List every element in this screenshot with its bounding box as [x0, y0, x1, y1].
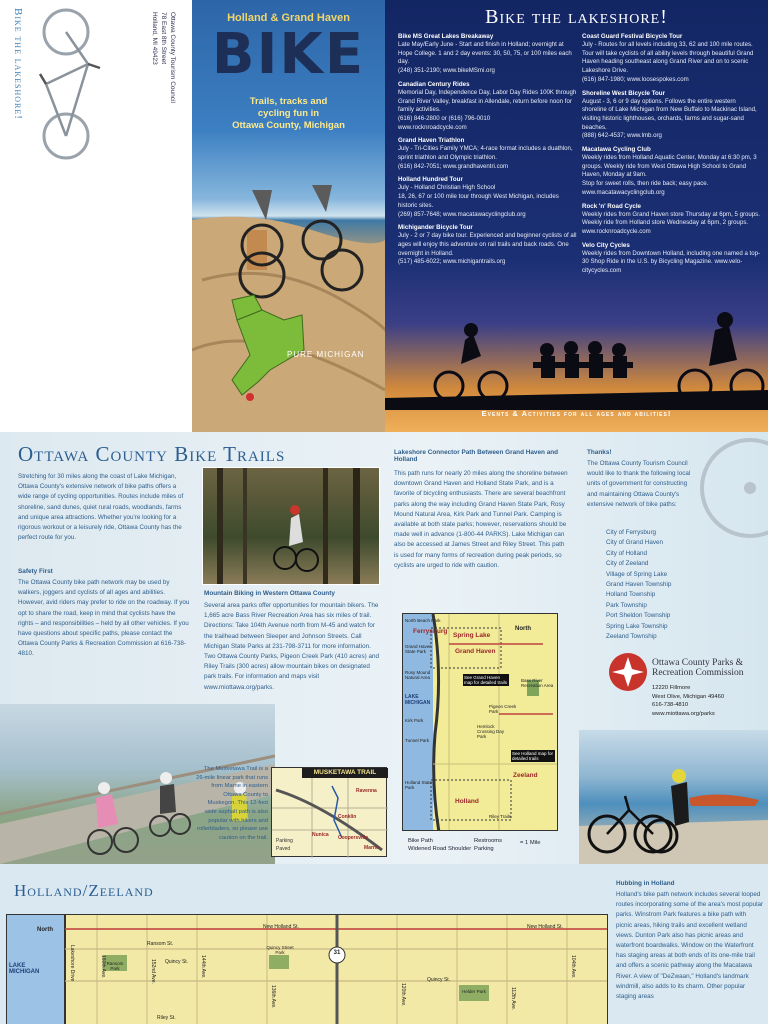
map-callout: See Grand Haven map for detailed trails: [464, 675, 508, 685]
map-north-arrow: North: [37, 927, 53, 933]
event-item: [582, 32, 762, 85]
trails-header: Ottawa County Bike Trails: [18, 442, 286, 466]
event-item: [582, 241, 762, 276]
map-road-label: 104th Ave.: [570, 955, 576, 979]
events-header: Bike the lakeshore!: [485, 6, 668, 28]
holland-zeeland-map: [6, 914, 608, 1024]
map-park-label: Quincy Street Park: [266, 945, 294, 955]
list-item: Zeeland Township: [606, 633, 657, 641]
map-legend-parking: Parking: [276, 838, 293, 844]
event-item: [582, 145, 762, 198]
event-item: [582, 202, 762, 237]
map-road-label: 112th Ave.: [510, 987, 516, 1011]
map-north-arrow: North: [515, 626, 531, 632]
event-body: Weekly rides from Holland Aquatic Center, Monday at 6:30 pm, 3 groups. Weekly ride from West Ottawa High School to Grand Haven, Monday at 9am. Stop for sweet rolls, then ride back; easy pace. www.macatawacyclingclub.org: [582, 154, 757, 196]
map-legend-paved: Paved: [276, 846, 291, 852]
parks-commission-logo: [607, 651, 649, 693]
bike-trails-panel: [0, 432, 768, 864]
hubbing-text: Holland's bike path network includes several looped routes incorporating some of the area's most popular parks. Winstrom Park features a bike path with picnic areas, hiking trails and excellent wetland views. Dunton Park also has picnic areas and waterfront boardwalks. Window on the Waterfront has staging areas at both ends of its one-mile trail and offers a scenic pathway along the Macatawa River. A view of "DeZwaan," Holland's landmark windmill, also adds to its charm. Other popular staging areas: [616, 891, 764, 1001]
map-town-label: Zeeland: [513, 772, 538, 779]
event-body: Weekly rides from Grand Haven store Thursday at 6pm, 5 groups. Weekly ride from Holland store Wednesday at 6pm, 2 groups. www.rocknroadcycle.com: [582, 210, 760, 235]
events-panel: [385, 0, 768, 432]
map-road-label: Riley St.: [157, 1015, 176, 1021]
map-place-label: Holland State Park: [405, 780, 433, 790]
map-lake-label: LAKE MICHIGAN: [405, 694, 431, 706]
highway-shield-icon: 31: [333, 950, 341, 956]
list-item: Holland Township: [606, 591, 656, 599]
map-road-label: Lakeshore Drive: [69, 945, 75, 982]
map-place-label: Tunnel Park: [405, 738, 430, 743]
event-body: July - Holland Christian High School 18, 26, 67 or 100 mile tour through West Michigan, includes historic sites. (269) 857-7648; www.macatawacyclingclub.org: [398, 184, 559, 218]
event-body: July - Routes for all levels including 33, 62 and 100 mile routes. Tour will take cyclists of all ability levels through beautiful Grand Haven heading southeast along Grand River and on to scenic Lakeshore Drive. (616) 847-1980; www.loosespokes.com: [582, 41, 754, 83]
map-place-label: Rosy Mound Natural Area: [405, 670, 431, 680]
map-place-label: Grand Haven State Park: [405, 644, 432, 654]
safety-heading: Safety First: [18, 568, 53, 575]
map-callout: See Holland map for detailed trails: [512, 751, 554, 761]
map-place-label: Hemlock Crossing Day Park: [477, 724, 505, 739]
cover-tagline: Trails, tracks and cycling fun in Ottawa County, Michigan: [232, 96, 345, 131]
map-road-label: Quincy St.: [165, 959, 189, 965]
mountain-biking-text: Several area parks offer opportunities for mountain bikers. The 1,665 acre Bass River Recreation Area has six miles of trail. Directions: Take 104th Avenue north from M-45 and watch for the trailhead between Sleeper and Johnson Streets. Call Michigan State Parks at 231-798-3711 for more information. Two Ottawa County Parks, Pigeon Creek Park (410 acres) and Riley Trails (300 acres) allow mountain bikes on designated park trails. For information and maps visit www.miottawa.org/parks.: [204, 602, 379, 691]
map-place-label: Kirk Park: [405, 718, 424, 723]
list-item: City of Grand Haven: [606, 539, 664, 547]
holland-header: Holland/Zeeland: [14, 881, 154, 900]
events-column-right: [582, 32, 762, 280]
legend-bike-path: Bike Path: [408, 838, 433, 844]
musketawa-map-title: MUSKETAWA TRAIL: [313, 769, 377, 776]
holland-zeeland-panel: [0, 864, 768, 1024]
map-road-label: New Holland St.: [527, 924, 563, 930]
event-body: August - 3, 6 or 9 day options. Follows the entire western shoreline of Lake Michigan from New Buffalo to Mackinac Island, visiting historic lighthouses, orchards, farms and sugar-sand beaches. (888) 642-4537; www.lmb.org: [582, 97, 757, 140]
event-body: Memorial Day, Independence Day, Labor Day Rides 100K through Grand River Valley, breakfast in Allendale, return before noon for family activities. (616) 846-2800 or (616) 796-0010 www.rocknroadcycle.com: [398, 88, 577, 131]
cyclists-silhouette-photo: [385, 290, 768, 410]
map-town-label: Grand Haven: [455, 648, 496, 655]
event-item: [398, 80, 578, 133]
lakeshore-connector-map: [402, 613, 558, 831]
list-item: Port Sheldon Township: [606, 612, 671, 620]
trails-intro: Stretching for 30 miles along the coast of Lake Michigan, Ottawa County's extensive network of bike paths offers a wide range of cycling opportunities. Routes include miles of shoreline, sand dunes, quiet rural roads, woodlands, farms and unique area attractions. Whether you're looking for a rigorous workout or a leisurely ride, Ottawa County has the perfect route for you.: [18, 473, 184, 542]
map-town-label: Ferrysburg: [413, 628, 448, 635]
map-road-label: Ransom St.: [147, 941, 174, 947]
map-town-label: Holland: [455, 798, 479, 805]
lakeshore-path-text: This path runs for nearly 20 miles along the shoreline between downtown Grand Haven and Holland State Park, and is a favorite of bicycling enthusiasts. There are several beachfront parks along the way including Grand Haven State Park, Rosy Mound Natural Area, Kirk Park and Tunnel Park. Camping is available at both state parks; however, reservations should be made well in advance (1-800-44 PARKS). Lake Michigan can also be accessed at James Street and Riley Street. This path is used for many forms of recreation during peak periods, so cyclists are urged to ride with caution.: [394, 470, 568, 569]
event-item: [398, 223, 578, 267]
map-park-label: Helder Park: [462, 989, 486, 994]
lakeshore-path-heading: Lakeshore Connector Path Between Grand Haven and Holland: [394, 449, 559, 463]
map-place-label: Bass River Recreation Area: [521, 678, 554, 688]
list-item: Park Township: [606, 601, 647, 609]
legend-scale: = 1 Mile: [520, 840, 541, 846]
event-title: Macatawa Cycling Club: [582, 146, 651, 154]
map-town-label: Marne: [364, 845, 379, 851]
flap-title: Bike the lakeshore!: [12, 8, 24, 120]
event-item: [398, 175, 578, 219]
list-item: Spring Lake Township: [606, 622, 668, 630]
musketawa-text: The Musketawa Trail is a 26-mile linear park that runs from Marne in eastern Ottawa County to Muskegon. This 12-foot wide asphalt path is also popular with hikers and rollerbladers, so please use caution on the trail.: [196, 766, 268, 841]
beach-bikes-photo: [192, 150, 385, 432]
bicycle-wheel-graphic: [694, 432, 768, 542]
map-town-label: Ravenna: [356, 788, 377, 794]
mountain-biking-heading: Mountain Biking in Western Ottawa County: [204, 590, 335, 597]
legend-parking: Parking: [474, 846, 494, 852]
event-item: [398, 32, 578, 76]
event-title: Michigander Bicycle Tour: [398, 224, 473, 232]
map-place-label: North Beach Park: [405, 618, 441, 623]
parks-commission-address: 12220 Fillmore West Olive, Michigan 49460 616-738-4810 www.miottawa.org/parks: [652, 685, 725, 717]
map-lake-label: LAKE MICHIGAN: [9, 963, 40, 975]
event-item: [582, 89, 762, 142]
brochure-front: [0, 0, 768, 432]
event-title: Grand Haven Triathlon: [398, 137, 465, 145]
mountain-biking-photo: [202, 467, 380, 585]
government-list: [606, 528, 671, 642]
event-body: July - Tri-Cities Family YMCA; 4-race format includes a duathlon, sprint triathlon and Olympic triathlon. (616) 842-7051; www.grandhaventri.com: [398, 145, 573, 170]
cover-top-title: Holland & Grand Haven: [227, 12, 350, 24]
map-road-label: 160th Ave.: [100, 955, 106, 979]
map-town-label: Nunica: [312, 832, 329, 838]
legend-restrooms: Restrooms: [474, 838, 503, 844]
events-column-left: [398, 32, 578, 271]
event-title: Coast Guard Festival Bicycle Tour: [582, 33, 683, 40]
event-title: Rock 'n' Road Cycle: [582, 202, 641, 210]
mailing-flap: [0, 0, 192, 432]
events-footer: Events & Activities for all ages and abilities!: [481, 409, 672, 418]
map-town-label: Spring Lake: [453, 632, 491, 639]
map-road-label: 120th Ave.: [400, 983, 406, 1007]
map-road-label: New Holland St.: [263, 924, 299, 930]
parks-commission-name: Ottawa County Parks & Recreation Commission: [652, 658, 744, 678]
cover-big-title: BIKE: [211, 22, 366, 87]
list-item: City of Zeeland: [606, 560, 649, 568]
map-place-label: Riley Trails: [489, 814, 512, 819]
event-title: Canadian Century Rides: [398, 80, 470, 88]
list-item: City of Holland: [606, 549, 647, 557]
thanks-text: The Ottawa County Tourism Council would like to thank the following local units of government for constructing and maintaining Ottawa County's extensive network of bike paths:: [587, 460, 691, 508]
list-item: Village of Spring Lake: [606, 570, 668, 578]
legend-widened-shoulder: Widened Road Shoulder: [408, 846, 472, 852]
map-town-label: Coopersville: [338, 835, 369, 841]
list-item: City of Ferrysburg: [606, 529, 657, 536]
hubbing-heading: Hubbing in Holland: [616, 880, 675, 887]
event-body: Late May/Early June - Start and finish in Holland; overnight at Hope College. 1 and 2 day events: 30, 50, 75, or 100 miles each day. (248) 351-2190; www.bikeMSmi.org: [398, 41, 572, 75]
pure-michigan-logo: PURE MICHIGAN: [287, 350, 365, 359]
map-road-label: 136th Ave.: [270, 985, 276, 1009]
musketawa-trail-map: [271, 767, 387, 857]
cyclists-by-lake-photo: [579, 730, 768, 864]
bicycle-illustration: [26, 4, 110, 164]
event-item: [398, 136, 578, 171]
thanks-heading: Thanks!: [587, 449, 612, 456]
map-town-label: Conklin: [338, 814, 357, 820]
map-place-label: Pigeon Creek Park: [489, 704, 517, 714]
event-body: Weekly rides from Downtown Holland, including one named a top-30 Shop Ride in the U.S. by Bicycling Magazine. www.velo-citycycles.com: [582, 249, 761, 275]
map-road-label: 152nd Ave.: [150, 959, 156, 984]
event-title: Bike MS Great Lakes Breakaway: [398, 33, 494, 40]
event-body: July - 2 or 7 day bike tour. Experienced and beginner cyclists of all ages will enjoy this adventure on rail trails and back roads. One overnight in Holland. (517) 485-6022; www.michigantrails.org: [398, 232, 577, 266]
event-title: Shoreline West Bicycle Tour: [582, 89, 665, 97]
event-title: Velo City Cycles: [582, 241, 630, 249]
map-park-label: Ransom Park: [106, 961, 124, 971]
cover-panel: [192, 0, 385, 432]
event-title: Holland Hundred Tour: [398, 176, 463, 184]
map-road-label: Quincy St.: [427, 977, 451, 983]
map-road-label: 144th Ave.: [200, 955, 206, 979]
safety-text: The Ottawa County bike path network may be used by walkers, joggers and cyclists of all ages and abilities. However, avid riders may prefer to ride on the roadway. If you opt to share the road, keep in mind that cyclists have the rights – and responsibilities – held by all other vehicles. If you have questions about specific paths, please contact the Ottawa County Parks & Recreation Commission at 616-738-4810.: [18, 579, 190, 658]
list-item: Grand Haven Township: [606, 581, 672, 589]
mailing-address: Ottawa County Tourism Council 78 East 8th Street Holland, MI 49423: [151, 12, 176, 103]
